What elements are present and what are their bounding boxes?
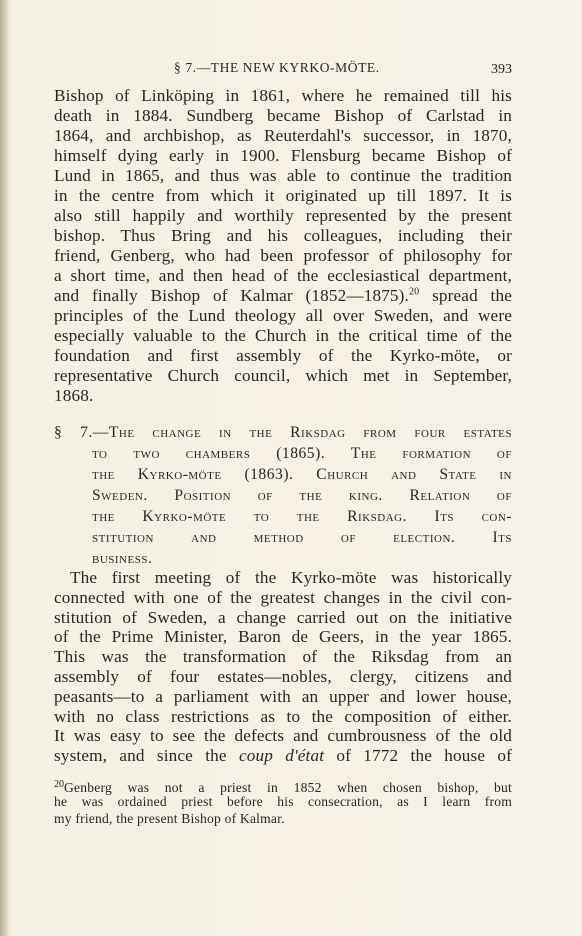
footnote-marker: 20	[54, 779, 64, 790]
text-line: stitution of Sweden, a change carried out on the initiative	[54, 607, 512, 627]
section-heading	[54, 422, 512, 569]
text-line: bishop. Thus Bring and his colleagues, including their	[54, 226, 512, 245]
page-header	[54, 58, 514, 80]
text-line: principles of the Lund theology all over Sweden, and were	[54, 306, 512, 325]
paragraph-2	[54, 568, 512, 766]
text-line: foundation and first assembly of the Kyrko-möte, or	[54, 346, 512, 365]
text-line: of the Prime Minister, Baron de Geers, in the year 1865.	[54, 627, 512, 647]
footnote-line	[54, 776, 512, 793]
paragraph-1	[54, 86, 512, 406]
running-head: § 7.—THE NEW KYRKO-MÖTE.	[174, 60, 380, 75]
text-line: assembly of four estates—nobles, clergy, citizens and	[54, 666, 512, 686]
text-fragment: and finally Bishop of Kalmar (1852—1875).	[54, 286, 410, 305]
text-line: It was easy to see the defects and cumbrousness of the old	[54, 726, 512, 746]
page-gutter	[0, 0, 9, 936]
text-fragment: system, and since the	[54, 746, 239, 766]
text-line-with-italic	[54, 746, 512, 766]
heading-line: the Kyrko-möte to the Riksdag. Its con-	[92, 508, 512, 525]
text-line: also still happily and worthily represented by the present	[54, 206, 512, 225]
text-line: Lund in 1865, and thus was able to continue the tradition	[54, 166, 512, 185]
text-fragment: Genberg was not a priest in 1852 when chosen bishop, but	[64, 780, 512, 795]
text-line-with-footnote-ref	[54, 286, 512, 306]
italic-phrase: coup d'état	[238, 746, 325, 766]
text-line: 1864, and archbishop, as Reuterdahl's successor, in 1870,	[54, 126, 512, 145]
text-line: representative Church council, which met in September,	[54, 366, 512, 385]
footnote-line: he was ordained priest before his consecration, as I learn from	[54, 794, 512, 809]
heading-line: business.	[92, 550, 153, 567]
text-line: a short time, and then head of the ecclesiastical department,	[54, 266, 512, 285]
footnote-line: my friend, the present Bishop of Kalmar.	[54, 811, 285, 826]
text-line: death in 1884. Sundberg became Bishop of Carlstad in	[54, 106, 512, 125]
heading-line: to two chambers (1865). The formation of	[92, 445, 512, 462]
text-line: himself dying early in 1900. Flensburg became Bishop of	[54, 146, 512, 165]
text-line: 1868.	[54, 386, 94, 405]
text-line: peasants—to a parliament with an upper and lower house,	[54, 686, 512, 706]
heading-line: § 7.—The change in the Riksdag from four estates	[54, 424, 512, 441]
text-line: connected with one of the greatest changes in the civil con-	[54, 587, 512, 607]
text-line: The first meeting of the Kyrko-möte was historically	[70, 568, 512, 587]
heading-line: the Kyrko-möte (1863). Church and State in	[92, 466, 512, 483]
heading-line: Sweden. Position of the king. Relation of	[92, 487, 512, 504]
text-line: This was the transformation of the Riksdag from an	[54, 647, 512, 667]
text-line: with no class restrictions as to the composition of either.	[54, 706, 512, 726]
text-line: friend, Genberg, who had been professor of philosophy for	[54, 246, 512, 265]
page-number: 393	[491, 62, 512, 77]
heading-line: stitution and method of election. Its	[92, 529, 512, 546]
footnote	[54, 776, 512, 827]
text-line: especially valuable to the Church in the critical time of the	[54, 326, 512, 345]
text-fragment: of 1772 the house of	[324, 746, 512, 766]
footnote-reference[interactable]: 20	[409, 286, 420, 298]
text-fragment: spread the	[419, 286, 513, 305]
text-line: in the centre from which it originated up till 1897. It is	[54, 186, 512, 205]
text-line: Bishop of Linköping in 1861, where he remained till his	[54, 86, 512, 105]
